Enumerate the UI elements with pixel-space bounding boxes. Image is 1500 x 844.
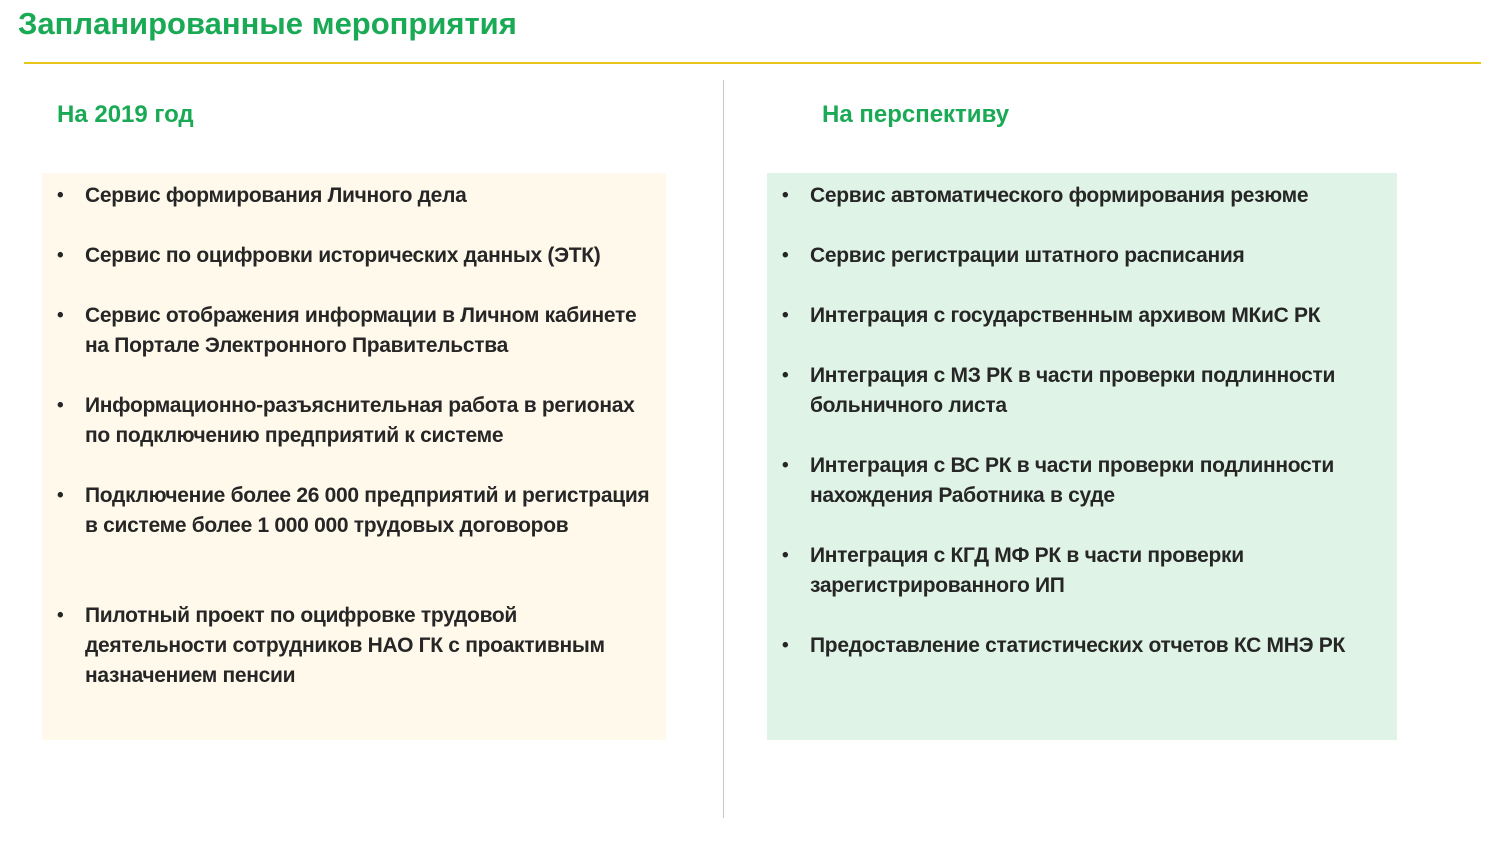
list-item-text: Сервис формирования Личного дела — [85, 184, 467, 207]
list-item-text: Интеграция с КГД МФ РК в части проверки зарегистрированного ИП — [810, 544, 1244, 597]
list-item — [767, 361, 1389, 421]
list-item-text: Пилотный проект по оцифровке трудовой деятельности сотрудников НАО ГК с проактивным назначением пенсии — [85, 604, 605, 687]
list-item — [767, 451, 1389, 511]
bullet-icon: • — [57, 245, 64, 266]
list-item-text: Информационно-разъяснительная работа в регионах по подключению предприятий к системе — [85, 394, 635, 447]
list-item — [42, 181, 658, 211]
bullet-icon: • — [782, 545, 789, 566]
list-item — [767, 631, 1389, 661]
title-underline — [24, 62, 1481, 64]
list-item-text: Интеграция с государственным архивом МКиС РК — [810, 304, 1321, 327]
list-item-text: Подключение более 26 000 предприятий и регистрация в системе более 1 000 000 трудовых договоров — [85, 484, 650, 537]
right-panel-perspective — [767, 173, 1397, 740]
bullet-icon: • — [57, 395, 64, 416]
bullet-icon: • — [782, 635, 789, 656]
column-divider — [723, 80, 724, 818]
slide-title: Запланированные мероприятия — [18, 6, 517, 41]
list-item-text: Интеграция с ВС РК в части проверки подлинности нахождения Работника в суде — [810, 454, 1335, 507]
list-item — [42, 301, 658, 361]
left-panel-2019 — [42, 173, 666, 740]
bullet-icon: • — [782, 455, 789, 476]
list-item-text: Интеграция с МЗ РК в части проверки подлинности больничного листа — [810, 364, 1336, 417]
bullet-icon: • — [782, 185, 789, 206]
bullet-icon: • — [57, 305, 64, 326]
list-item — [42, 481, 658, 541]
list-item — [767, 241, 1389, 271]
bullet-icon: • — [57, 605, 64, 626]
list-item — [42, 601, 658, 691]
bullet-icon: • — [782, 305, 789, 326]
list-item-text: Сервис автоматического формирования резюме — [810, 184, 1309, 207]
list-item — [767, 541, 1389, 601]
list-item-text: Сервис по оцифровки исторических данных (ЭТК) — [85, 244, 601, 267]
left-column-heading: На 2019 год — [57, 101, 194, 128]
right-column-heading: На перспективу — [822, 101, 1010, 128]
list-item-text: Сервис регистрации штатного расписания — [810, 244, 1245, 267]
bullet-icon: • — [57, 485, 64, 506]
bullet-icon: • — [782, 245, 789, 266]
list-item-text: Предоставление статистических отчетов КС МНЭ РК — [810, 634, 1345, 657]
list-item-text: Сервис отображения информации в Личном кабинете на Портале Электронного Правительства — [85, 304, 637, 357]
bullet-icon: • — [782, 365, 789, 386]
list-item — [767, 301, 1389, 331]
bullet-icon: • — [57, 185, 64, 206]
list-item — [767, 181, 1389, 211]
list-item — [42, 241, 658, 271]
list-item — [42, 391, 658, 451]
